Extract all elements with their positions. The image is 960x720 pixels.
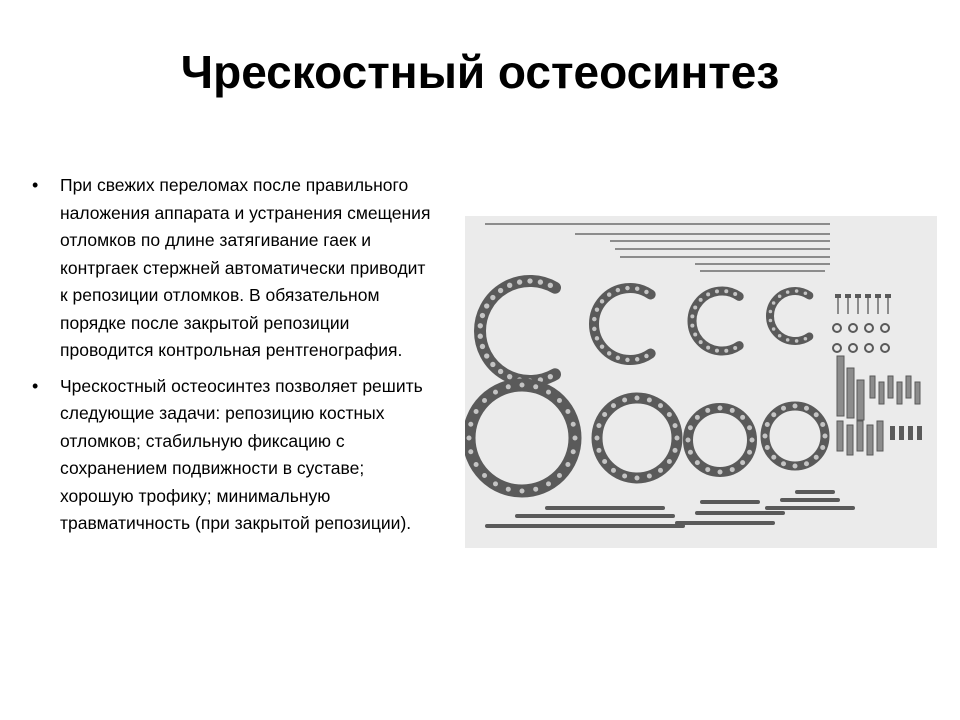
ring-hole [820, 445, 825, 450]
ring-hole [658, 403, 663, 408]
ring-hole [616, 356, 620, 360]
ring-hole [763, 434, 768, 439]
ring-hole [820, 422, 825, 427]
bullet-text: При свежих переломах после правильного наложения аппарата и устранения смещения отломков по длине затягивание гаек и контргаек стержней автоматически приводит к репозиции отломков. В обязательном порядке после закрытой репозиции проводится контрольная рентгенография. [60, 175, 431, 360]
ring-hole [740, 460, 745, 465]
ring-hole [506, 487, 511, 492]
ring-hole [658, 468, 663, 473]
ring-hole [498, 288, 503, 293]
ring-hole [571, 422, 576, 427]
ring-hole [635, 287, 639, 291]
bolt-head [865, 294, 871, 298]
bolt-head [855, 294, 861, 298]
ring-hole [596, 448, 601, 453]
ring-hole [765, 445, 770, 450]
threaded-bar [765, 506, 855, 510]
ring-hole [517, 279, 522, 284]
ring-hole [647, 474, 652, 479]
bolt-shank [867, 298, 869, 314]
ring-hole [474, 409, 479, 414]
post [906, 376, 911, 398]
ring-hole [804, 291, 808, 295]
ring-hole [548, 374, 553, 379]
ring-hole [740, 415, 745, 420]
ring-hole [507, 374, 512, 379]
ring-hole [520, 383, 525, 388]
ring-hole [571, 449, 576, 454]
bullet-list [32, 172, 432, 546]
ring-hole [520, 489, 525, 494]
ring-hole [557, 398, 562, 403]
ring-hole [546, 481, 551, 486]
ring-hole [592, 317, 596, 321]
bullet-text: Чрескостный остеосинтез позволяет решить следующие задачи: репозицию костных отломков; стабильную фиксацию с сохранением подвижности в суставе; хорошую трофику; минимальную травматичность (при закрытой репозиции). [60, 375, 423, 533]
ring-hole [484, 353, 489, 358]
ring-hole [786, 290, 790, 294]
ring-hole [750, 438, 755, 443]
bolt-shank [887, 298, 889, 314]
connection-plate [867, 425, 873, 455]
ring-hole [724, 289, 728, 293]
ring-hole [595, 307, 599, 311]
ring-hole [611, 403, 616, 408]
threaded-bar [780, 498, 840, 502]
ring-hole [690, 314, 694, 318]
ring-hole [690, 324, 694, 328]
bullet-item-reposition [32, 172, 432, 365]
ring-hole [686, 438, 691, 443]
small-bolt [908, 426, 913, 440]
ring-hole [635, 396, 640, 401]
connection-plate [837, 421, 843, 451]
ring-hole [667, 459, 672, 464]
ring-hole [596, 423, 601, 428]
connection-plate [857, 380, 864, 420]
ring-hole [747, 450, 752, 455]
ring-hole [635, 357, 639, 361]
ring-hole [695, 460, 700, 465]
ring-hole [772, 301, 776, 305]
ring-hole [733, 292, 737, 296]
ring-hole [507, 283, 512, 288]
ring-hole [625, 286, 629, 290]
ring-hole [602, 459, 607, 464]
ring-hole [781, 461, 786, 466]
ring-hole [667, 412, 672, 417]
ring-hole [771, 455, 776, 460]
ring-hole [781, 406, 786, 411]
connection-plate [857, 421, 863, 451]
ring-hole [644, 290, 648, 294]
threaded-bar [675, 521, 775, 525]
ring-hole [769, 319, 773, 323]
ring-hole [600, 299, 604, 303]
ring-hole [747, 425, 752, 430]
ring-hole [647, 397, 652, 402]
post [879, 382, 884, 404]
threaded-bar [795, 490, 835, 494]
ring-hole [795, 339, 799, 343]
apparatus-photo-image [465, 216, 937, 548]
bolt-head [835, 294, 841, 298]
ring-hole [724, 349, 728, 353]
ring-hole [611, 468, 616, 473]
post [915, 382, 920, 404]
ring-hole [480, 344, 485, 349]
ring-hole [548, 283, 553, 288]
ring-hole [482, 398, 487, 403]
ring-hole [814, 412, 819, 417]
ring-hole [482, 473, 487, 478]
ring-hole [705, 408, 710, 413]
post [897, 382, 902, 404]
ring-hole [804, 337, 808, 341]
ring-hole [506, 384, 511, 389]
ring-hole [467, 436, 472, 441]
ring-hole [635, 476, 640, 481]
ring-hole [693, 305, 697, 309]
connection-plate [877, 421, 883, 451]
ring-hole [693, 333, 697, 337]
ring-hole [533, 487, 538, 492]
ring-hole [602, 412, 607, 417]
ring-hole [730, 467, 735, 472]
ring-hole [673, 423, 678, 428]
ring-hole [769, 310, 773, 314]
threaded-bar [695, 511, 785, 515]
ring-hole [607, 351, 611, 355]
ring-hole [493, 481, 498, 486]
ring-hole [616, 288, 620, 292]
ring-hole [706, 346, 710, 350]
connection-plate [847, 368, 854, 418]
ring-hole [474, 462, 479, 467]
bolt-head [845, 294, 851, 298]
ring-hole [493, 390, 498, 395]
small-bolt [899, 426, 904, 440]
bolt-shank [847, 298, 849, 314]
ring-hole [673, 448, 678, 453]
bolt-shank [877, 298, 879, 314]
ring-hole [573, 436, 578, 441]
threaded-bar [545, 506, 665, 510]
bolt-shank [837, 298, 839, 314]
ring-hole [527, 278, 532, 283]
ring-hole [772, 327, 776, 331]
ring-hole [786, 338, 790, 342]
ring-hole [478, 323, 483, 328]
ring-hole [778, 294, 782, 298]
ring-hole [688, 450, 693, 455]
ring-hole [804, 461, 809, 466]
bullet-dot-icon: • [32, 175, 39, 195]
ring-hole [804, 406, 809, 411]
ring-hole [695, 415, 700, 420]
post [870, 376, 875, 398]
ring-hole [675, 436, 680, 441]
ring-hole [533, 384, 538, 389]
ring-hole [718, 470, 723, 475]
ring-hole [490, 295, 495, 300]
ring-hole [546, 390, 551, 395]
ring-hole [557, 473, 562, 478]
slide-title: Чрескостный остеосинтез [180, 46, 780, 98]
threaded-bar [485, 524, 685, 528]
ring-hole [715, 349, 719, 353]
ring-hole [699, 298, 703, 302]
ring-hole [565, 462, 570, 467]
ring-hole [538, 279, 543, 284]
ring-hole [795, 289, 799, 293]
bolt-head [875, 294, 881, 298]
threaded-bar [515, 514, 675, 518]
ring-hole [595, 436, 600, 441]
ring-hole [688, 425, 693, 430]
ring-hole [490, 362, 495, 367]
ring-hole [706, 292, 710, 296]
ring-hole [468, 422, 473, 427]
ring-hole [699, 340, 703, 344]
ring-hole [733, 346, 737, 350]
ring-hole [592, 327, 596, 331]
ring-hole [622, 474, 627, 479]
post [888, 376, 893, 398]
bolt-shank [857, 298, 859, 314]
ring-hole [715, 289, 719, 293]
ring-hole [814, 455, 819, 460]
ring-hole [793, 464, 798, 469]
bullet-item-tasks [32, 373, 432, 538]
ring-hole [622, 397, 627, 402]
ring-hole [778, 334, 782, 338]
ring-hole [765, 422, 770, 427]
ring-hole [498, 369, 503, 374]
ring-hole [484, 303, 489, 308]
ring-hole [718, 406, 723, 411]
connection-plate [837, 356, 844, 416]
connection-plate [847, 425, 853, 455]
ring-hole [600, 344, 604, 348]
ring-hole [595, 336, 599, 340]
ring-hole [793, 404, 798, 409]
ring-hole [478, 334, 483, 339]
ring-hole [607, 292, 611, 296]
ring-hole [823, 434, 828, 439]
bolt-head [885, 294, 891, 298]
threaded-bar [700, 500, 760, 504]
ring-hole [468, 449, 473, 454]
ring-hole [730, 408, 735, 413]
ring-hole [565, 409, 570, 414]
ring-hole [480, 313, 485, 318]
ring-hole [771, 412, 776, 417]
ring-hole [625, 358, 629, 362]
ring-hole [705, 467, 710, 472]
ring-hole [644, 354, 648, 358]
bullet-dot-icon: • [32, 375, 39, 396]
small-bolt [890, 426, 895, 440]
small-bolt [917, 426, 922, 440]
apparatus-photo [465, 216, 937, 548]
